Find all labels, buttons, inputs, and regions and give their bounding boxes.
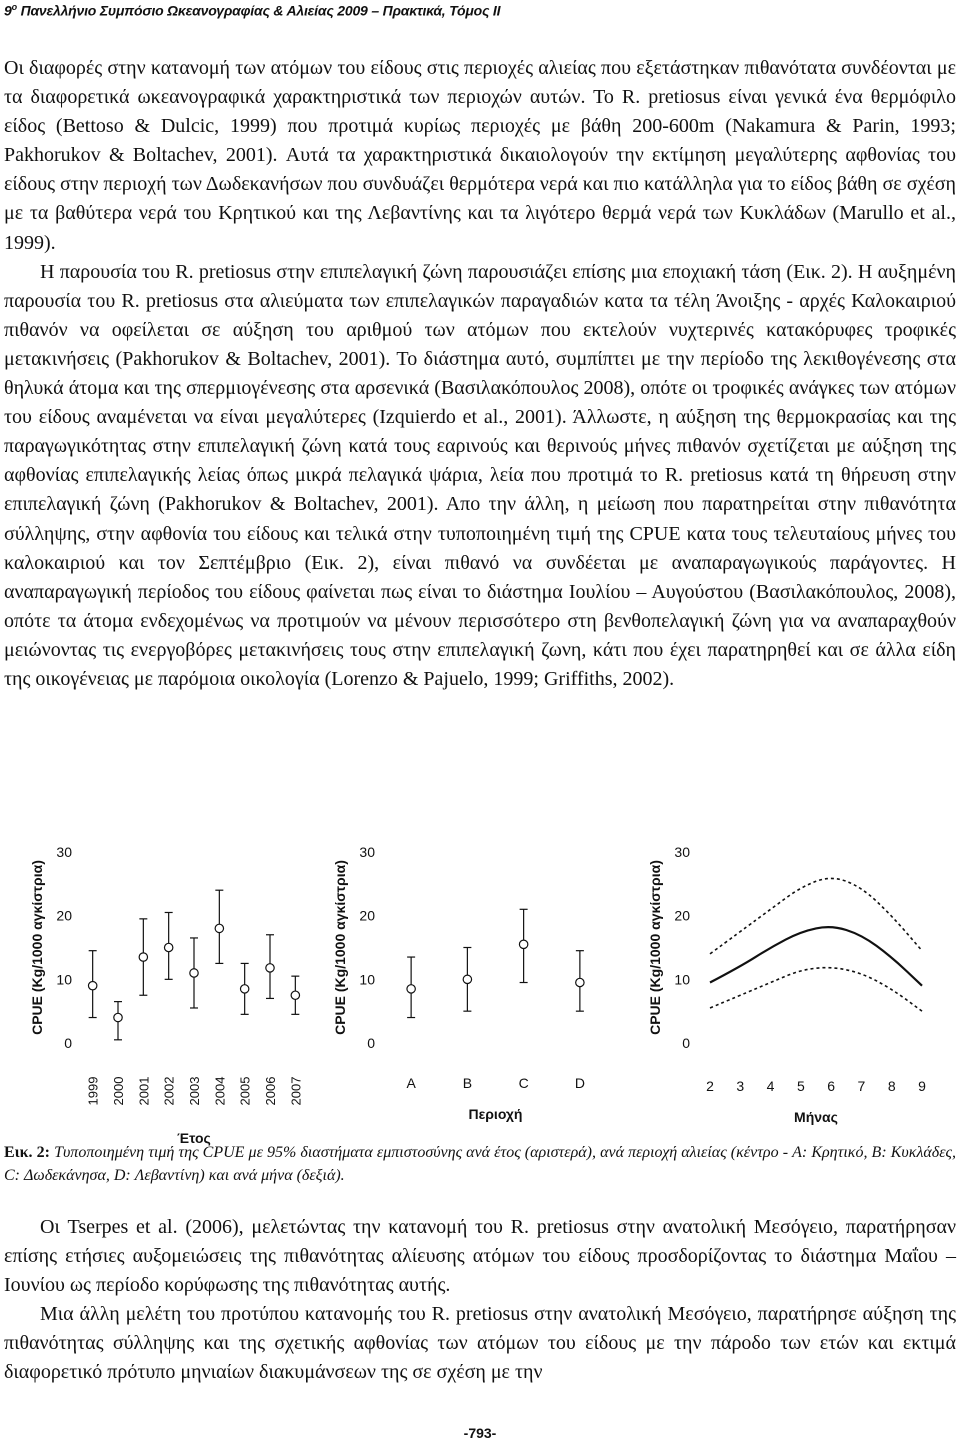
x-tick-label: 2004 [212, 1076, 228, 1106]
series-line-ci [710, 968, 922, 1012]
data-point [164, 943, 172, 951]
data-point [139, 953, 147, 961]
x-tick-label: 5 [796, 1078, 805, 1094]
y-tick-label: 10 [56, 971, 72, 988]
y-tick-label: 0 [64, 1035, 72, 1051]
chart-by-month [636, 830, 956, 1130]
data-point [576, 978, 584, 986]
x-tick-label: 2003 [187, 1076, 202, 1106]
y-axis-label: CPUE (Kg/1000 αγκίστρια) [29, 860, 45, 1035]
x-axis-label: Έτος [177, 1130, 211, 1146]
y-tick-label: 30 [359, 844, 375, 860]
x-tick-label: 2001 [136, 1076, 152, 1106]
y-axis-label: CPUE (Kg/1000 αγκίστρια) [332, 860, 348, 1035]
y-tick-label: 0 [367, 1035, 375, 1051]
data-point [215, 924, 223, 932]
body-text-upper [4, 54, 956, 694]
data-point [519, 940, 527, 948]
y-tick-label: 20 [56, 907, 72, 924]
y-tick-label: 20 [674, 907, 690, 924]
caption-text: Τυποποιημένη τιμή της CPUE με 95% διαστήματα εμπιστοσύνης ανά έτος (αριστερά), ανά περιοχή αλιείας (κέντρο - A: Κρητικό, B: Κυκλάδες, C: Δωδεκάνησα, D: Λεβαντίνη) και ανά μήνα (δεξιά). [4, 1144, 957, 1184]
x-tick-label: 9 [918, 1078, 926, 1094]
series-line-ci [710, 878, 922, 953]
body-text-lower [4, 1213, 956, 1388]
figure-2 [0, 830, 960, 1146]
paragraph-2: Η παρουσία του R. pretiosus στην επιπελαγική ζώνη παρουσιάζει επίσης μια εποχιακή τάση (Εικ. 2). Η αυξημένη παρουσία του R. pretiosus στα αλιεύματα των επιπελαγικών παραγαδιών κατα τα τέλη Άνοιξης - αρχές Καλοκαιριού πιθανόν να οφείλεται σε αύξηση του αριθμού των ατόμων που εκτελούν νυχτερινές κατακόρυφες τροφικές μετακινήσεις (Pakhorukov & Boltachev, 2001). Το διάστημα αυτό, συμπίπτει με την περίοδο της λεκιθογένεσης στα θηλυκά άτομα και της σπερμιογένεσης στα αρσενικά (Βασιλακόπουλος 2008), οπότε οι τροφικές ανάγκες των ατόμων του είδους αναμένεται να είναι μεγαλύτερες (Izquierdo et al., 2001). Άλλωστε, η αύξηση της θερμοκρασίας και της παραγωγικότητας στην επιπελαγική ζώνη κατά τους εαρινούς και θερινούς μήνες πιθανόν σχετίζεται με αύξηση της αφθονίας επιπελαγικής λείας όπως μικρά πελαγικά ψάρια, λεία που προτιμά το R. pretiosus κατά τη θήρευση στην επιπελαγική ζώνη (Pakhorukov & Boltachev, 2001). Απο την άλλη, η μείωση που παρατηρείται στην πιθανότητα σύλληψης, στην αφθονία του είδους και τελικά στην τυποποιημένη τιμή της CPUE κατα τους τελευταίους μήνες του καλοκαιριού και τον Σεπτέμβριο (Εικ. 2), είναι πιθανό να συνδέεται με αναπαραγωγικούς παράγοντες. Η αναπαραγωγική περίοδος του είδους φαίνεται πως είναι το διάστημα Ιουλίου – Αυγούστου (Βασιλακόπουλος, 2008), οπότε τα άτομα ενδεχομένως να προτιμούν να μένουν περισσότερο στη βενθοπελαγική ζώνη για να αναπαραχθούν μειώνοντας τις ενεργοβόρες μετακινήσεις τους στην επιπελαγική ζωνη, κάτι που έχει παρατηρηθεί και σε άλλα είδη της οικογένειας με παρόμοια οικολογία (Lorenzo & Pajuelo, 1999; Griffiths, 2002). [4, 260, 956, 690]
paragraph-3: Οι Tserpes et al. (2006), μελετώντας την κατανομή του R. pretiosus στην ανατολική Μεσόγειο, παρατήρησαν επίσης ετήσιες αυξομειώσεις της πιθανότητας αλίευσης ατόμων του είδους προσδορίζοντας το διάστημα Μαΐου – Ιουνίου ως περίοδο κορύφωσης της πιθανότητας αυτής. [4, 1216, 956, 1297]
x-tick-label: 3 [736, 1078, 745, 1094]
x-tick-label: 2006 [263, 1076, 278, 1106]
y-tick-label: 10 [674, 971, 690, 988]
x-tick-label: 6 [827, 1078, 836, 1094]
x-axis-label: Μήνας [794, 1109, 838, 1125]
chart-by-region [320, 830, 630, 1130]
x-tick-label: 4 [766, 1078, 775, 1094]
x-tick-label: D [574, 1075, 585, 1091]
y-tick-label: 30 [56, 844, 72, 860]
x-tick-label: 2005 [237, 1076, 253, 1106]
y-axis-label: CPUE (Kg/1000 αγκίστρια) [647, 860, 663, 1035]
paragraph-1: Οι διαφορές στην κατανομή των ατόμων του είδους στις περιοχές αλιείας που εξετάστηκαν πιθανότατα συνδέονται με τα διαφορετικά ωκεανογραφικά χαρακτηριστικά των περιοχών αυτών. Το R. pretiosus είναι γενικά ένα θερμόφιλο είδος (Bettoso & Dulcic, 1999) που προτιμά κυρίως περιοχές με βάθη 200-600m (Nakamura & Parin, 1993; Pakhorukov & Boltachev, 2001). Αυτά τα χαρακτηριστικά δικαιολογούν την εκτίμηση μεγαλύτερης αφθονίας του είδους στην περιοχή των Δωδεκανήσων που συνδυάζει θερμότερα νερά και πιο κατάλληλα για το είδος βάθη σε σχέση με τα βαθύτερα νερά του Κρητικού και της Λεβαντίνης και τα λιγότερο θερμά νερά των Κυκλάδων (Marullo et al., 1999). [4, 57, 956, 254]
data-point [266, 964, 274, 972]
x-tick-label: A [406, 1075, 416, 1091]
data-point [407, 985, 415, 993]
data-point [114, 1013, 122, 1021]
y-tick-label: 30 [674, 844, 690, 860]
x-axis-label: Περιοχή [468, 1106, 523, 1122]
x-tick-label: 7 [857, 1078, 866, 1094]
page-number: -793- [463, 1425, 497, 1441]
y-tick-label: 10 [359, 971, 375, 988]
x-tick-label: 2 [706, 1078, 714, 1094]
y-tick-label: 20 [359, 907, 375, 924]
data-point [463, 975, 471, 983]
data-point [190, 969, 198, 977]
x-tick-label: 2000 [111, 1076, 126, 1106]
running-header: $9^o$ Πανελλήνιο Συμπόσιο Ωκεανογραφίας & Αλιείας 2009 – Πρακτικά, Τόμος ΙΙ [4, 2, 501, 19]
data-point [240, 985, 248, 993]
x-tick-label: 8 [887, 1078, 896, 1094]
chart-by-year [0, 830, 310, 1146]
data-point [88, 982, 96, 990]
y-tick-label: 0 [682, 1035, 690, 1051]
paragraph-4: Μια άλλη μελέτη του προτύπου κατανομής του R. pretiosus στην ανατολική Μεσόγειο, παρατήρησε αύξηση της πιθανότητας σύλληψης και της σχετικής αφθονίας των ατόμων του είδους με την πάροδο των ετών και εκτιμά διαφορετικό πρότυπο μηνιαίων διακυμάνσεων της σε σχέση με την [4, 1303, 956, 1384]
x-tick-label: 2002 [161, 1076, 177, 1106]
x-tick-label: C [518, 1075, 529, 1091]
x-tick-label: B [462, 1075, 473, 1091]
x-tick-label: 1999 [85, 1076, 101, 1106]
figure-caption [4, 1141, 956, 1187]
x-tick-label: 2007 [288, 1076, 304, 1106]
series-line-mean [710, 927, 922, 986]
caption-label: Εικ. 2: [4, 1144, 50, 1161]
data-point [291, 991, 299, 999]
